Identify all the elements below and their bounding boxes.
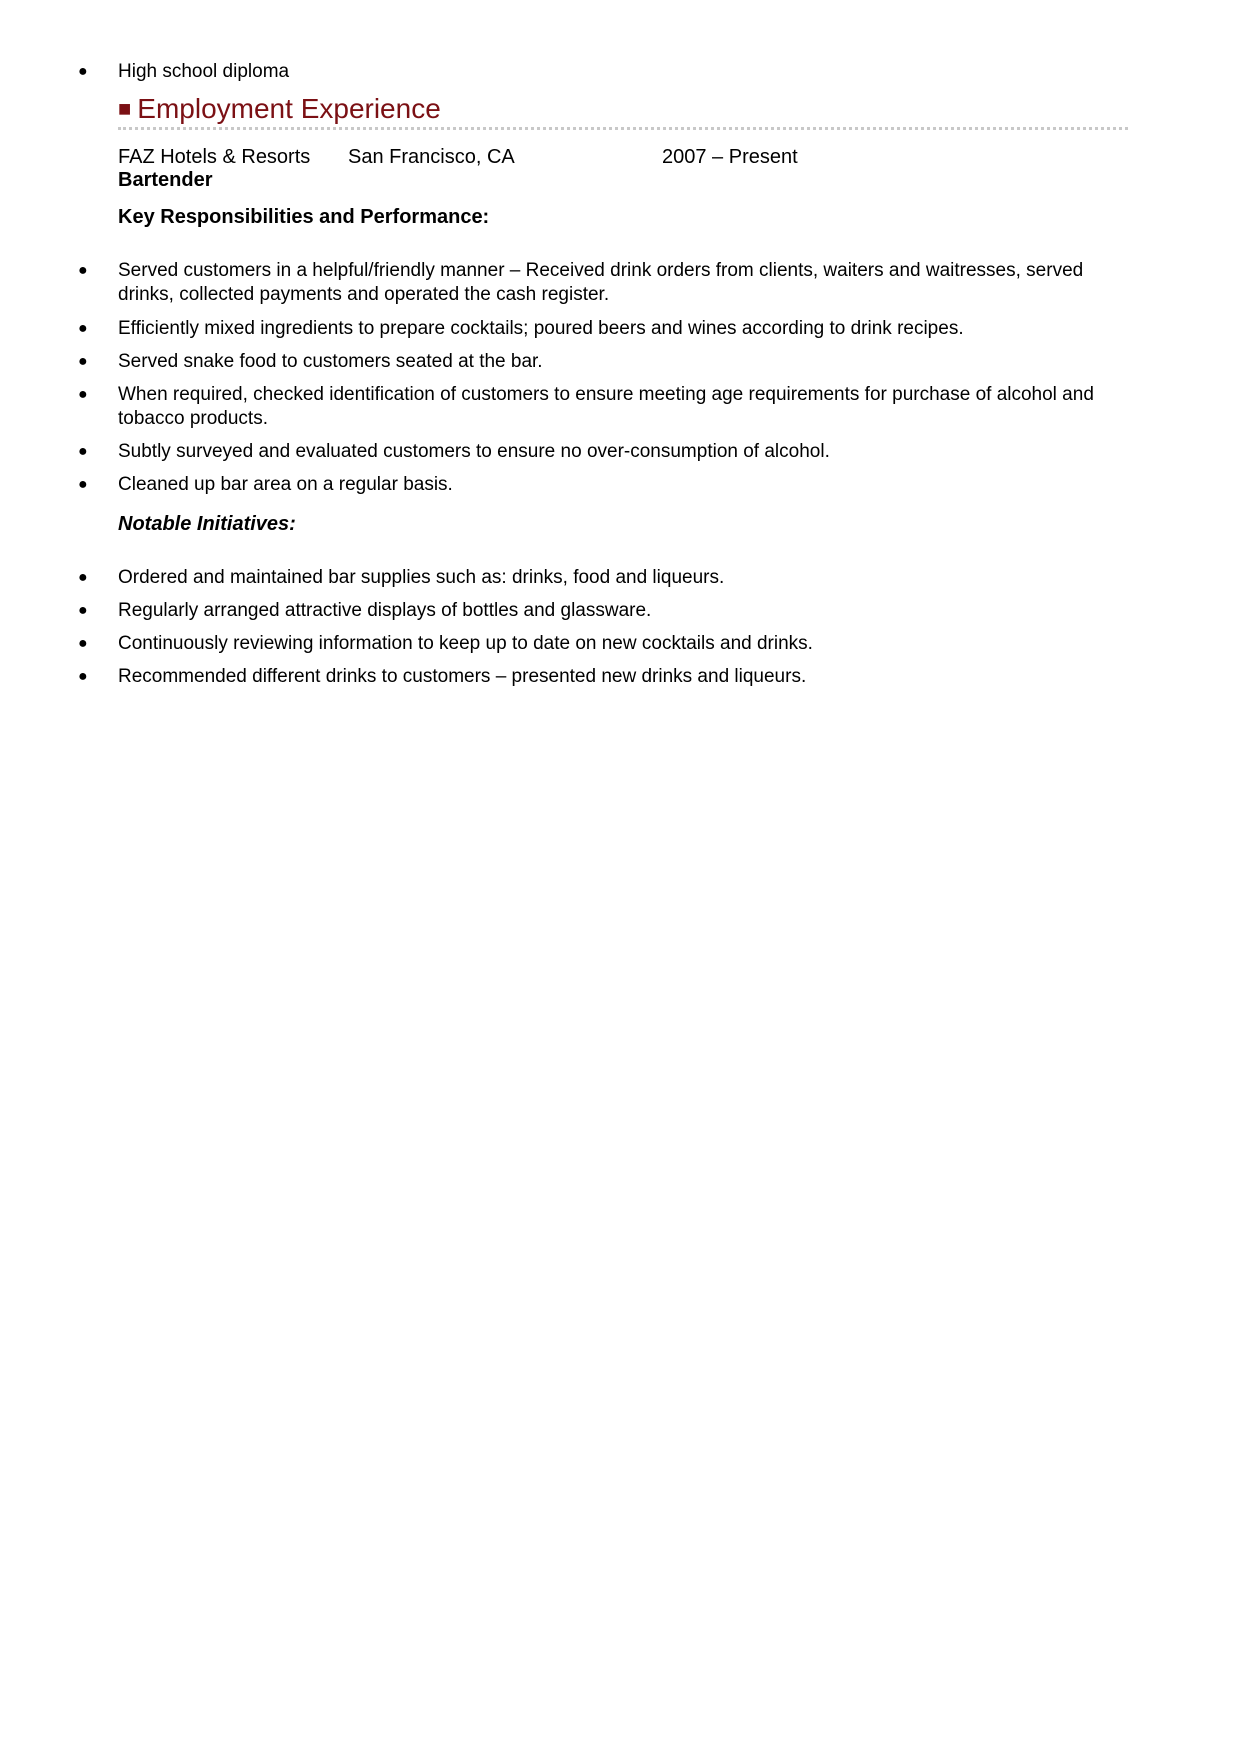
responsibility-item-text: Efficiently mixed ingredients to prepare cocktails; poured beers and wines according to drink recipes. <box>118 318 964 339</box>
responsibility-item-text: Cleaned up bar area on a regular basis. <box>118 474 453 495</box>
bullet-icon: ● <box>78 386 88 403</box>
section-title: Employment Experience <box>137 93 441 124</box>
responsibility-item-text: Served customers in a helpful/friendly manner – Received drink orders from clients, waiters and waitresses, served drinks, collected payments and operated the cash register. <box>118 260 1084 305</box>
bullet-icon: ● <box>78 668 88 685</box>
job-company: FAZ Hotels & Resorts <box>118 146 311 168</box>
job-title: Bartender <box>118 169 213 191</box>
bullet-icon: ● <box>78 443 88 460</box>
bullet-icon: ● <box>78 635 88 652</box>
bullet-icon: ● <box>78 262 88 279</box>
bullet-icon: ● <box>78 353 88 370</box>
square-bullet-icon: ■ <box>118 96 132 121</box>
responsibility-item-text: When required, checked identification of customers to ensure meeting age requirements for purchase of alcohol and tobacco products. <box>118 384 1094 429</box>
bullet-icon: ● <box>78 602 88 619</box>
bullet-icon: ● <box>78 63 88 80</box>
initiative-item-text: Recommended different drinks to customers – presented new drinks and liqueurs. <box>118 666 807 687</box>
bullet-icon: ● <box>78 320 88 337</box>
initiative-item-text: Regularly arranged attractive displays of bottles and glassware. <box>118 600 652 621</box>
bullet-icon: ● <box>78 476 88 493</box>
section-heading-employment <box>118 92 441 128</box>
initiative-item-text: Continuously reviewing information to keep up to date on new cocktails and drinks. <box>118 633 813 654</box>
education-item-text: High school diploma <box>118 61 290 82</box>
responsibility-item-text: Served snake food to customers seated at the bar. <box>118 351 543 372</box>
initiatives-heading: Notable Initiatives: <box>118 513 296 535</box>
job-location: San Francisco, CA <box>348 146 515 168</box>
bullet-icon: ● <box>78 569 88 586</box>
section-divider <box>118 127 1128 130</box>
initiative-item-text: Ordered and maintained bar supplies such as: drinks, food and liqueurs. <box>118 567 725 588</box>
responsibility-item-text: Subtly surveyed and evaluated customers to ensure no over-consumption of alcohol. <box>118 441 830 462</box>
responsibilities-heading: Key Responsibilities and Performance: <box>118 206 490 228</box>
job-dates: 2007 – Present <box>662 146 798 168</box>
